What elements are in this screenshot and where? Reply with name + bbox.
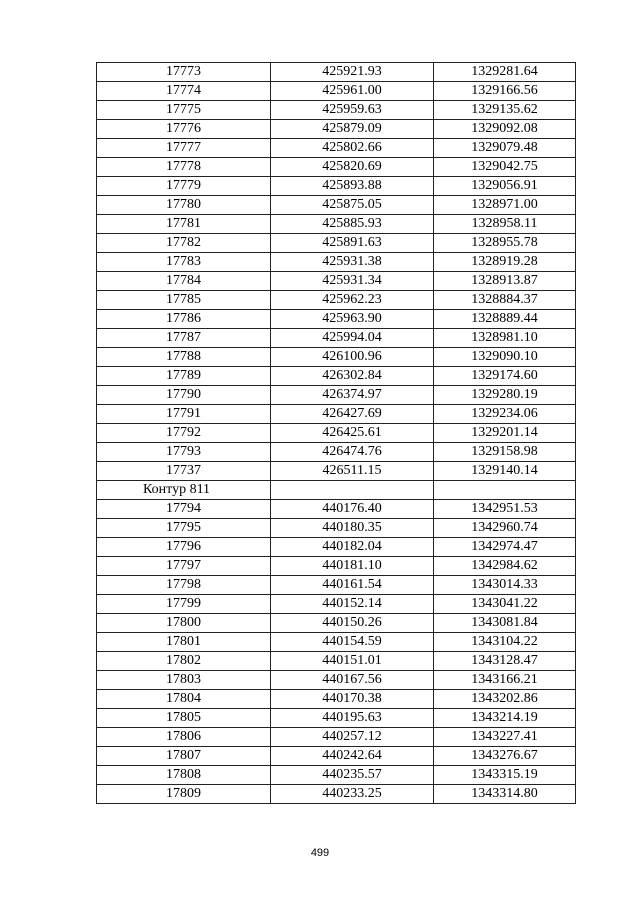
x-coordinate-cell: 425994.04 xyxy=(271,329,434,348)
point-number-cell: 17782 xyxy=(97,234,271,253)
point-number-cell: 17807 xyxy=(97,747,271,766)
table-row xyxy=(97,671,576,690)
y-coordinate-cell: 1329056.91 xyxy=(434,177,576,196)
x-coordinate-cell: 425885.93 xyxy=(271,215,434,234)
y-coordinate-cell: 1343081.84 xyxy=(434,614,576,633)
y-coordinate-cell: 1328919.28 xyxy=(434,253,576,272)
x-coordinate-cell: 425931.34 xyxy=(271,272,434,291)
table-row xyxy=(97,500,576,519)
y-coordinate-cell: 1342951.53 xyxy=(434,500,576,519)
table-row xyxy=(97,633,576,652)
point-number-cell: 17803 xyxy=(97,671,271,690)
x-coordinate-cell: 425879.09 xyxy=(271,120,434,139)
x-coordinate-cell: 426374.97 xyxy=(271,386,434,405)
point-number-cell: 17786 xyxy=(97,310,271,329)
point-number-cell: 17785 xyxy=(97,291,271,310)
table-row xyxy=(97,405,576,424)
point-number-cell: 17799 xyxy=(97,595,271,614)
table-row xyxy=(97,709,576,728)
y-coordinate-cell: 1329201.14 xyxy=(434,424,576,443)
x-coordinate-cell: 426427.69 xyxy=(271,405,434,424)
point-number-cell: 17795 xyxy=(97,519,271,538)
point-number-cell: 17789 xyxy=(97,367,271,386)
y-coordinate-cell: 1343315.19 xyxy=(434,766,576,785)
y-coordinate-cell: 1343202.86 xyxy=(434,690,576,709)
y-coordinate-cell: 1329158.98 xyxy=(434,443,576,462)
x-coordinate-cell: 440161.54 xyxy=(271,576,434,595)
table-row xyxy=(97,785,576,804)
empty-cell xyxy=(434,481,576,500)
x-coordinate-cell: 425875.05 xyxy=(271,196,434,215)
x-coordinate-cell: 440167.56 xyxy=(271,671,434,690)
table-row xyxy=(97,538,576,557)
point-number-cell: 17806 xyxy=(97,728,271,747)
y-coordinate-cell: 1343041.22 xyxy=(434,595,576,614)
y-coordinate-cell: 1328889.44 xyxy=(434,310,576,329)
table-row xyxy=(97,63,576,82)
point-number-cell: 17805 xyxy=(97,709,271,728)
table-row xyxy=(97,291,576,310)
y-coordinate-cell: 1343214.19 xyxy=(434,709,576,728)
y-coordinate-cell: 1342984.62 xyxy=(434,557,576,576)
y-coordinate-cell: 1342974.47 xyxy=(434,538,576,557)
table-row xyxy=(97,139,576,158)
y-coordinate-cell: 1329174.60 xyxy=(434,367,576,386)
empty-cell xyxy=(271,481,434,500)
point-number-cell: 17790 xyxy=(97,386,271,405)
x-coordinate-cell: 425962.23 xyxy=(271,291,434,310)
y-coordinate-cell: 1328981.10 xyxy=(434,329,576,348)
x-coordinate-cell: 426474.76 xyxy=(271,443,434,462)
point-number-cell: 17794 xyxy=(97,500,271,519)
y-coordinate-cell: 1328955.78 xyxy=(434,234,576,253)
y-coordinate-cell: 1328884.37 xyxy=(434,291,576,310)
y-coordinate-cell: 1328971.00 xyxy=(434,196,576,215)
x-coordinate-cell: 440257.12 xyxy=(271,728,434,747)
table-row xyxy=(97,310,576,329)
table-row xyxy=(97,329,576,348)
point-number-cell: 17797 xyxy=(97,557,271,576)
table-row xyxy=(97,101,576,120)
table-row xyxy=(97,272,576,291)
x-coordinate-cell: 440180.35 xyxy=(271,519,434,538)
point-number-cell: 17773 xyxy=(97,63,271,82)
point-number-cell: 17778 xyxy=(97,158,271,177)
y-coordinate-cell: 1329090.10 xyxy=(434,348,576,367)
table-row xyxy=(97,747,576,766)
table-row xyxy=(97,367,576,386)
x-coordinate-cell: 440170.38 xyxy=(271,690,434,709)
table-row xyxy=(97,253,576,272)
x-coordinate-cell: 425963.90 xyxy=(271,310,434,329)
y-coordinate-cell: 1343227.41 xyxy=(434,728,576,747)
point-number-cell: 17802 xyxy=(97,652,271,671)
x-coordinate-cell: 440176.40 xyxy=(271,500,434,519)
page-number: 499 xyxy=(310,847,330,859)
y-coordinate-cell: 1343014.33 xyxy=(434,576,576,595)
point-number-cell: 17796 xyxy=(97,538,271,557)
table-row xyxy=(97,386,576,405)
table-row xyxy=(97,443,576,462)
point-number-cell: 17783 xyxy=(97,253,271,272)
y-coordinate-cell: 1343166.21 xyxy=(434,671,576,690)
x-coordinate-cell: 425893.88 xyxy=(271,177,434,196)
point-number-cell: 17809 xyxy=(97,785,271,804)
x-coordinate-cell: 440242.64 xyxy=(271,747,434,766)
x-coordinate-cell: 425891.63 xyxy=(271,234,434,253)
point-number-cell: 17780 xyxy=(97,196,271,215)
point-number-cell: 17777 xyxy=(97,139,271,158)
point-number-cell: 17779 xyxy=(97,177,271,196)
point-number-cell: 17808 xyxy=(97,766,271,785)
y-coordinate-cell: 1343128.47 xyxy=(434,652,576,671)
x-coordinate-cell: 426100.96 xyxy=(271,348,434,367)
y-coordinate-cell: 1329280.19 xyxy=(434,386,576,405)
x-coordinate-cell: 425802.66 xyxy=(271,139,434,158)
x-coordinate-cell: 425820.69 xyxy=(271,158,434,177)
y-coordinate-cell: 1329135.62 xyxy=(434,101,576,120)
x-coordinate-cell: 425921.93 xyxy=(271,63,434,82)
table-row xyxy=(97,158,576,177)
x-coordinate-cell: 426302.84 xyxy=(271,367,434,386)
y-coordinate-cell: 1342960.74 xyxy=(434,519,576,538)
section-title: Контур 811 xyxy=(97,481,271,500)
x-coordinate-cell: 440154.59 xyxy=(271,633,434,652)
x-coordinate-cell: 426425.61 xyxy=(271,424,434,443)
y-coordinate-cell: 1329281.64 xyxy=(434,63,576,82)
y-coordinate-cell: 1343314.80 xyxy=(434,785,576,804)
point-number-cell: 17804 xyxy=(97,690,271,709)
point-number-cell: 17737 xyxy=(97,462,271,481)
table-row xyxy=(97,557,576,576)
coordinates-table-body xyxy=(97,63,576,804)
point-number-cell: 17798 xyxy=(97,576,271,595)
y-coordinate-cell: 1343104.22 xyxy=(434,633,576,652)
y-coordinate-cell: 1329166.56 xyxy=(434,82,576,101)
y-coordinate-cell: 1328958.11 xyxy=(434,215,576,234)
table-row xyxy=(97,120,576,139)
table-row xyxy=(97,196,576,215)
point-number-cell: 17774 xyxy=(97,82,271,101)
point-number-cell: 17801 xyxy=(97,633,271,652)
table-row xyxy=(97,177,576,196)
y-coordinate-cell: 1329079.48 xyxy=(434,139,576,158)
table-row xyxy=(97,462,576,481)
table-row xyxy=(97,519,576,538)
y-coordinate-cell: 1329042.75 xyxy=(434,158,576,177)
table-row xyxy=(97,595,576,614)
point-number-cell: 17792 xyxy=(97,424,271,443)
x-coordinate-cell: 440152.14 xyxy=(271,595,434,614)
table-row xyxy=(97,766,576,785)
x-coordinate-cell: 426511.15 xyxy=(271,462,434,481)
section-row xyxy=(97,481,576,500)
point-number-cell: 17800 xyxy=(97,614,271,633)
x-coordinate-cell: 440235.57 xyxy=(271,766,434,785)
table-row xyxy=(97,614,576,633)
x-coordinate-cell: 440233.25 xyxy=(271,785,434,804)
y-coordinate-cell: 1329234.06 xyxy=(434,405,576,424)
y-coordinate-cell: 1328913.87 xyxy=(434,272,576,291)
table-row xyxy=(97,728,576,747)
table-row xyxy=(97,690,576,709)
table-row xyxy=(97,652,576,671)
x-coordinate-cell: 425959.63 xyxy=(271,101,434,120)
y-coordinate-cell: 1329140.14 xyxy=(434,462,576,481)
point-number-cell: 17775 xyxy=(97,101,271,120)
table-row xyxy=(97,424,576,443)
x-coordinate-cell: 425961.00 xyxy=(271,82,434,101)
point-number-cell: 17781 xyxy=(97,215,271,234)
table-row xyxy=(97,82,576,101)
x-coordinate-cell: 425931.38 xyxy=(271,253,434,272)
point-number-cell: 17793 xyxy=(97,443,271,462)
coordinates-table xyxy=(96,62,576,804)
point-number-cell: 17788 xyxy=(97,348,271,367)
point-number-cell: 17784 xyxy=(97,272,271,291)
x-coordinate-cell: 440150.26 xyxy=(271,614,434,633)
x-coordinate-cell: 440182.04 xyxy=(271,538,434,557)
x-coordinate-cell: 440181.10 xyxy=(271,557,434,576)
point-number-cell: 17787 xyxy=(97,329,271,348)
table-row xyxy=(97,215,576,234)
x-coordinate-cell: 440151.01 xyxy=(271,652,434,671)
table-row xyxy=(97,348,576,367)
point-number-cell: 17776 xyxy=(97,120,271,139)
y-coordinate-cell: 1343276.67 xyxy=(434,747,576,766)
table-row xyxy=(97,576,576,595)
x-coordinate-cell: 440195.63 xyxy=(271,709,434,728)
table-row xyxy=(97,234,576,253)
y-coordinate-cell: 1329092.08 xyxy=(434,120,576,139)
point-number-cell: 17791 xyxy=(97,405,271,424)
